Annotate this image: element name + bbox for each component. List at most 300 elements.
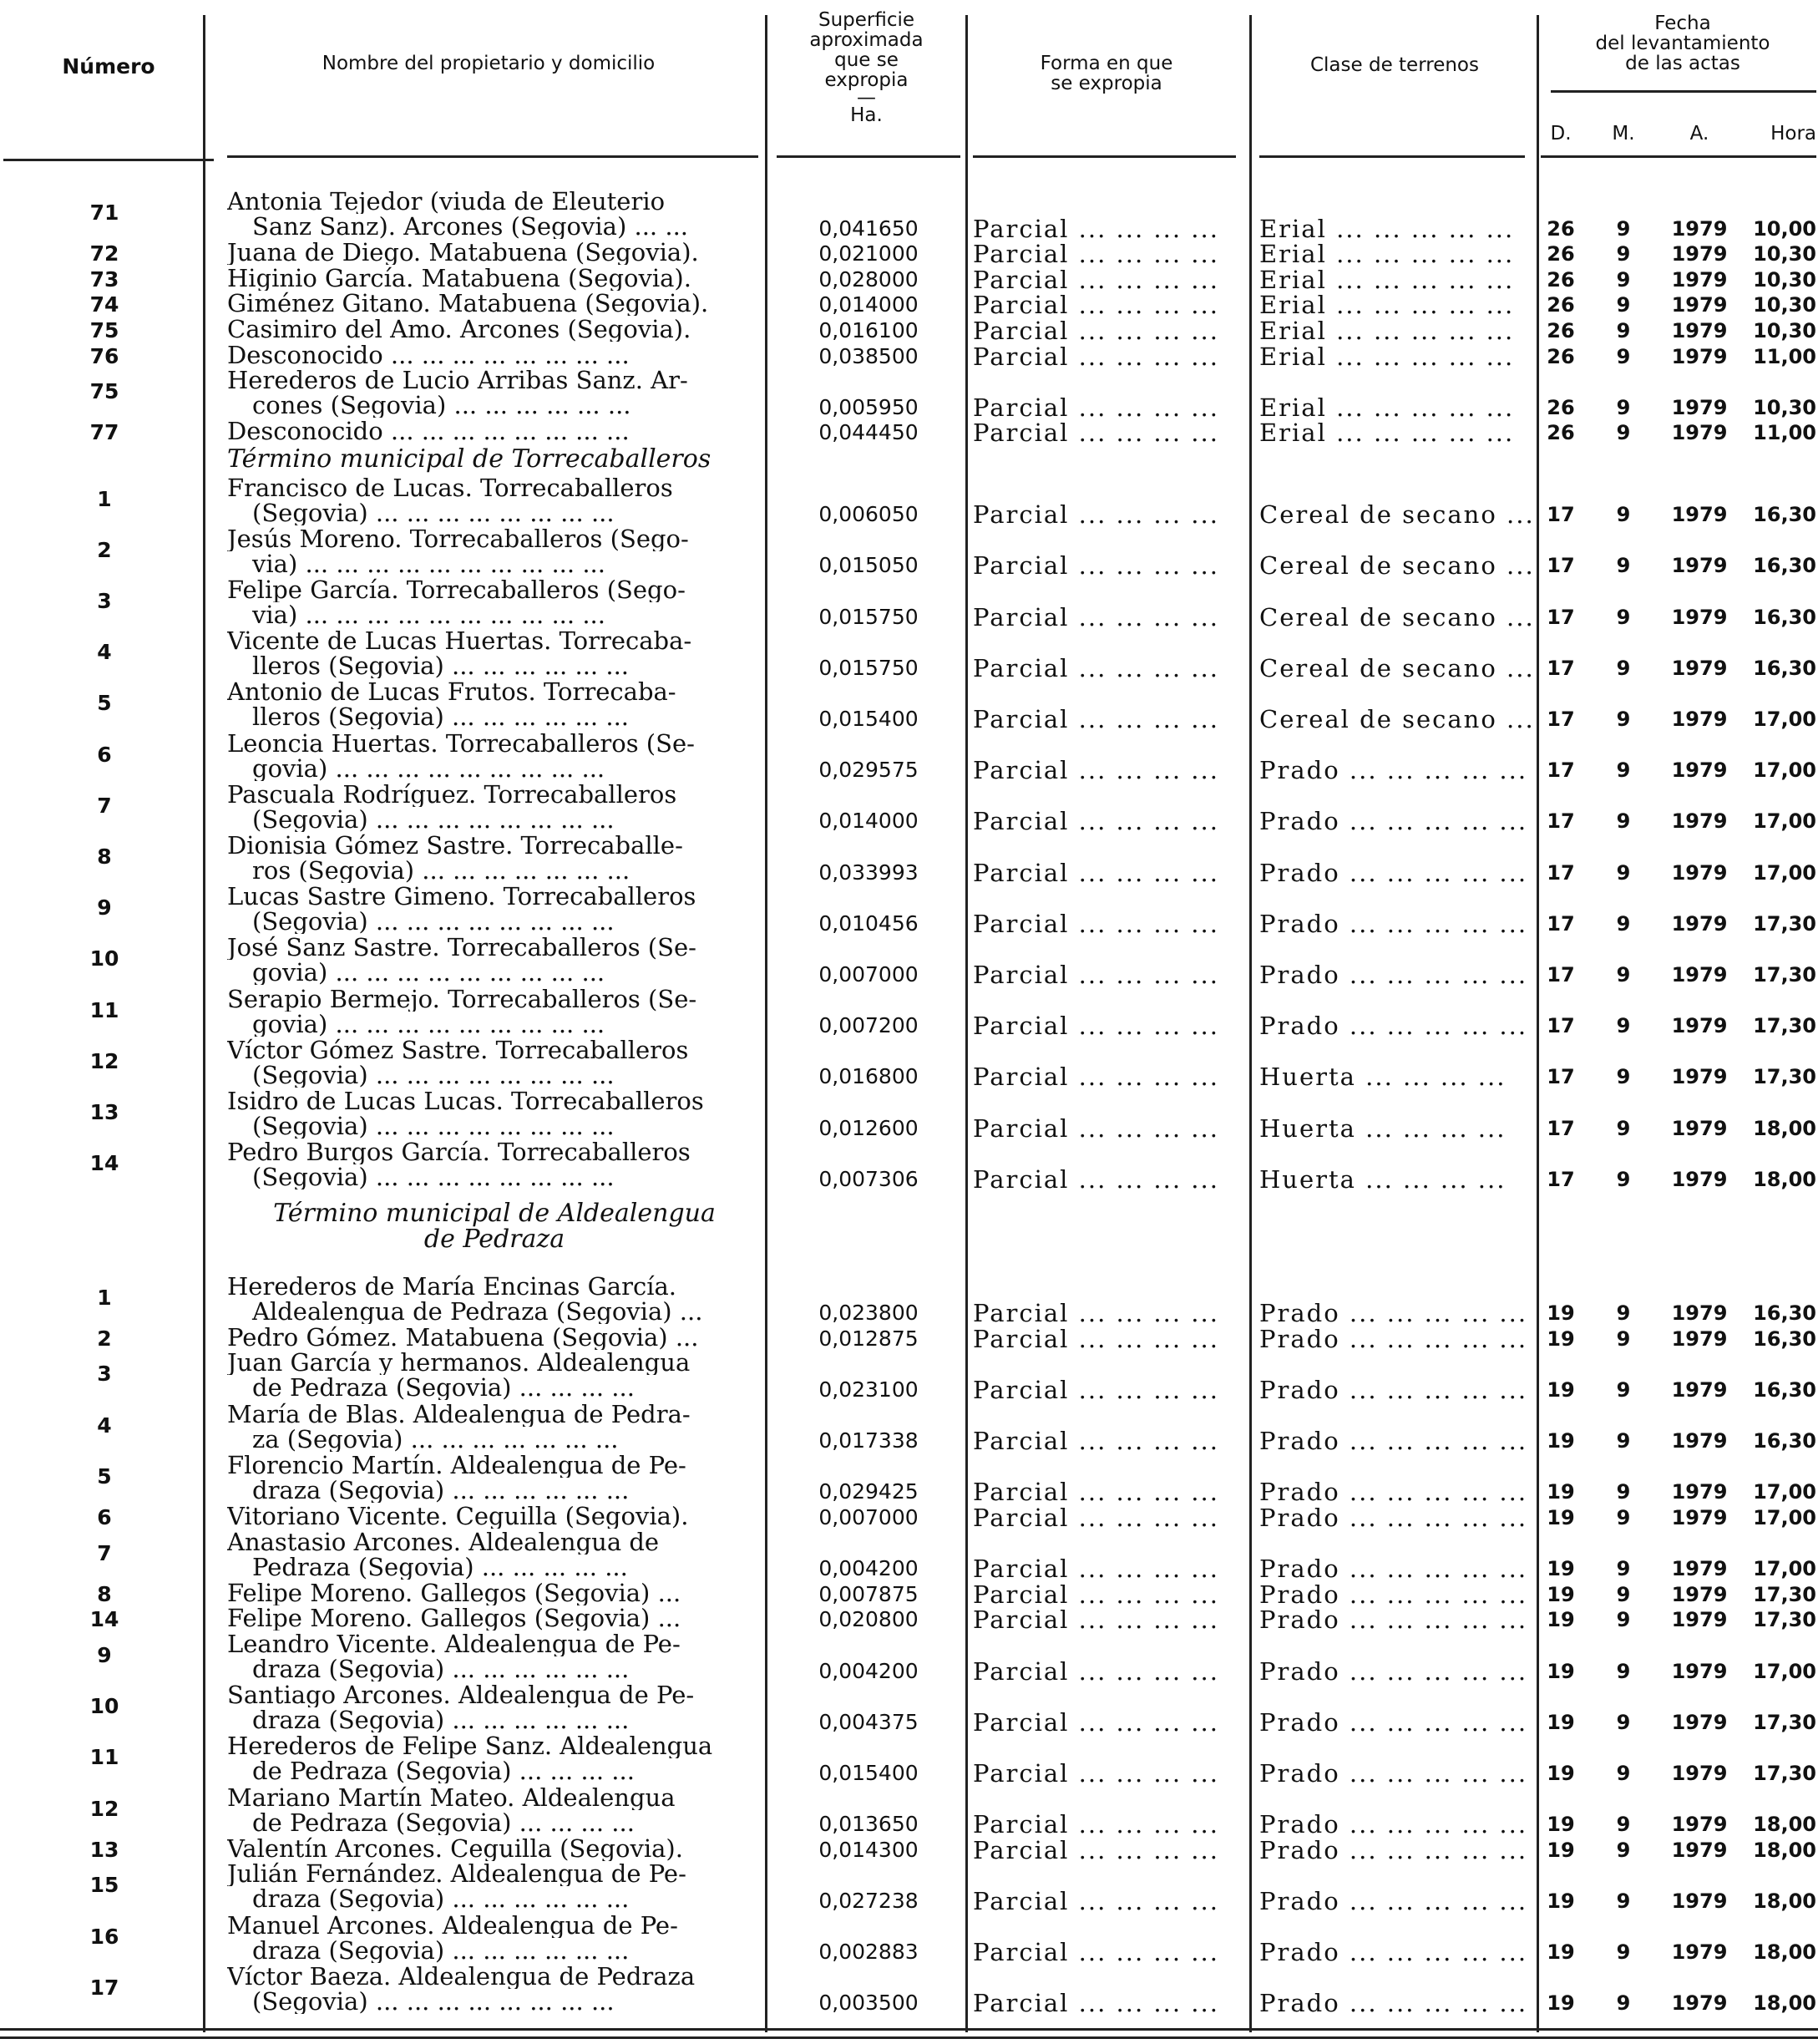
- owner-name: [227, 240, 753, 265]
- owner-name-line: cones (Segovia) ... ... ... ... ... ...: [252, 393, 631, 418]
- table-row: [0, 1631, 1818, 1686]
- owner-name: [227, 526, 753, 576]
- owner-name: [227, 577, 753, 627]
- section-title-line: Término municipal de Aldealengua: [273, 1199, 716, 1229]
- owner-name: [227, 475, 753, 525]
- fecha-dia: 19: [1547, 1659, 1575, 1683]
- table-row: [0, 1529, 1818, 1584]
- superficie-ha: 0,007306: [818, 1166, 919, 1191]
- row-number: 76: [89, 343, 119, 368]
- owner-name-line: Florencio Martín. Aldealengua de Pe-: [227, 1452, 686, 1478]
- clase-terreno: Prado ... ... ... ... ...: [1259, 1886, 1528, 1915]
- fecha-hora: 11,00: [1753, 344, 1816, 368]
- superficie-ha: 0,014300: [818, 1837, 919, 1862]
- superficie-ha: 0,006050: [818, 502, 919, 527]
- fecha-anio: 1979: [1671, 1557, 1728, 1581]
- forma-expropia: Parcial ... ... ... ...: [973, 858, 1219, 887]
- forma-expropia: Parcial ... ... ... ...: [973, 1605, 1219, 1635]
- fecha-hora: 18,00: [1753, 1940, 1816, 1965]
- header-forma: [977, 53, 1236, 94]
- fecha-mes: 9: [1616, 1326, 1631, 1351]
- fecha-hora: 18,00: [1753, 1991, 1816, 2016]
- fecha-hora: 10,30: [1753, 267, 1816, 292]
- fecha-dia: 17: [1547, 1014, 1575, 1038]
- table-row: [0, 368, 1818, 422]
- fecha-mes: 9: [1616, 1301, 1631, 1326]
- fecha-dia: 19: [1547, 1710, 1575, 1734]
- superficie-ha: 0,023800: [818, 1301, 919, 1326]
- superficie-ha: 0,017338: [818, 1428, 919, 1453]
- owner-name-line: Juana de Diego. Matabuena (Segovia).: [227, 240, 699, 266]
- owner-name-line: Desconocido ... ... ... ... ... ... ... ...: [227, 342, 630, 368]
- fecha-anio: 1979: [1671, 554, 1728, 578]
- table-row: [0, 1325, 1818, 1351]
- row-number: 10: [89, 946, 119, 971]
- fecha-mes: 9: [1616, 758, 1631, 783]
- forma-expropia: Parcial ... ... ... ...: [973, 602, 1219, 631]
- owner-name-line: Casimiro del Amo. Arcones (Segovia).: [227, 317, 691, 342]
- table-row: [0, 1504, 1818, 1532]
- owner-name: [227, 986, 753, 1037]
- superficie-ha: 0,041650: [818, 216, 919, 241]
- row-number: 10: [89, 1694, 119, 1719]
- owner-name-line: (Segovia) ... ... ... ... ... ... ... ...: [252, 1988, 615, 2014]
- row-number: 16: [89, 1924, 119, 1949]
- fecha-hora: 17,00: [1753, 758, 1816, 783]
- fecha-anio: 1979: [1671, 911, 1728, 936]
- superficie-ha: 0,012600: [818, 1115, 919, 1140]
- fecha-mes: 9: [1616, 1813, 1631, 1837]
- owner-name-line: (Segovia) ... ... ... ... ... ... ... ...: [252, 806, 615, 832]
- fecha-mes: 9: [1616, 1014, 1631, 1038]
- clase-terreno: Prado ... ... ... ... ...: [1259, 1938, 1528, 1967]
- owner-name: [227, 1836, 753, 1861]
- owner-name: [227, 782, 753, 832]
- superficie-ha: 0,021000: [818, 241, 919, 266]
- owner-name-line: María de Blas. Aldealengua de Pedra-: [227, 1401, 691, 1427]
- owner-name: [227, 1605, 753, 1631]
- fecha-hora: 17,30: [1753, 1761, 1816, 1785]
- fecha-mes: 9: [1616, 216, 1631, 241]
- fecha-hora: 16,30: [1753, 605, 1816, 629]
- table-row: [0, 525, 1818, 581]
- fecha-dia: 26: [1547, 267, 1575, 292]
- fecha-anio: 1979: [1671, 809, 1728, 834]
- superficie-ha: 0,007000: [818, 961, 919, 986]
- forma-expropia: Parcial ... ... ... ...: [973, 342, 1219, 371]
- fecha-hora: 10,30: [1753, 319, 1816, 342]
- forma-expropia: Parcial ... ... ... ...: [973, 1375, 1219, 1404]
- fecha-anio: 1979: [1671, 1065, 1728, 1089]
- forma-expropia: Parcial ... ... ... ...: [973, 1707, 1219, 1737]
- fecha-mes: 9: [1616, 1480, 1631, 1504]
- fecha-anio: 1979: [1671, 1301, 1728, 1326]
- clase-terreno: Prado ... ... ... ... ...: [1259, 807, 1528, 836]
- fecha-hora: 11,00: [1753, 421, 1816, 445]
- fecha-mes: 9: [1616, 1889, 1631, 1913]
- fecha-mes: 9: [1616, 1116, 1631, 1140]
- row-number: 9: [97, 895, 112, 921]
- fecha-dia: 19: [1547, 1813, 1575, 1837]
- fecha-dia: 19: [1547, 1480, 1575, 1504]
- fecha-anio: 1979: [1671, 503, 1728, 527]
- fecha-anio: 1979: [1671, 1889, 1728, 1913]
- fecha-mes: 9: [1616, 293, 1631, 317]
- section-title-line: de Pedraza: [423, 1225, 565, 1255]
- owner-name-line: za (Segovia) ... ... ... ... ... ... ...: [252, 1426, 619, 1452]
- owner-name-line: lleros (Segovia) ... ... ... ... ... ...: [252, 704, 630, 730]
- fecha-anio: 1979: [1671, 860, 1728, 885]
- row-number: 14: [89, 1607, 119, 1632]
- fecha-mes: 9: [1616, 1557, 1631, 1581]
- fecha-anio: 1979: [1671, 1838, 1728, 1862]
- superficie-ha: 0,029575: [818, 758, 919, 783]
- row-number: 7: [97, 793, 112, 818]
- table-row: [0, 474, 1818, 530]
- fecha-anio: 1979: [1671, 216, 1728, 241]
- superficie-ha: 0,003500: [818, 1991, 919, 2016]
- clase-terreno: Prado ... ... ... ... ...: [1259, 1810, 1528, 1839]
- fecha-dia: 19: [1547, 1940, 1575, 1965]
- owner-name-line: govia) ... ... ... ... ... ... ... ... ...: [252, 755, 605, 781]
- fecha-hora: 17,00: [1753, 1659, 1816, 1683]
- fecha-hora: 17,00: [1753, 809, 1816, 834]
- owner-name-line: Leoncia Huertas. Torrecaballeros (Se-: [227, 730, 695, 756]
- fecha-hora: 17,30: [1753, 911, 1816, 936]
- owner-name: [227, 1402, 753, 1452]
- superficie-ha: 0,007875: [818, 1581, 919, 1606]
- fecha-mes: 9: [1616, 809, 1631, 834]
- fecha-anio: 1979: [1671, 1940, 1728, 1965]
- clase-terreno: Cereal de secano ...: [1259, 602, 1535, 631]
- owner-name-line: ros (Segovia) ... ... ... ... ... ... ...: [252, 858, 630, 883]
- owner-name-line: Desconocido ... ... ... ... ... ... ... ...: [227, 418, 630, 444]
- clase-terreno: Erial ... ... ... ... ...: [1259, 265, 1515, 294]
- forma-expropia: Parcial ... ... ... ...: [973, 1810, 1219, 1839]
- forma-expropia: Parcial ... ... ... ...: [973, 1478, 1219, 1507]
- row-number: 4: [97, 640, 112, 665]
- clase-terreno: Prado ... ... ... ... ...: [1259, 1427, 1528, 1456]
- header-numero: Número: [62, 54, 155, 79]
- table-row: [0, 1605, 1818, 1635]
- header-fecha-m: M.: [1612, 123, 1635, 145]
- superficie-ha: 0,033993: [818, 860, 919, 885]
- fecha-hora: 17,00: [1753, 1480, 1816, 1504]
- superficie-ha: 0,027238: [818, 1888, 919, 1913]
- superficie-ha: 0,013650: [818, 1812, 919, 1837]
- owner-name: [227, 418, 753, 444]
- owner-name-line: Vicente de Lucas Huertas. Torrecaba-: [227, 628, 692, 654]
- clase-terreno: Prado ... ... ... ... ...: [1259, 1504, 1528, 1532]
- owner-name-line: (Segovia) ... ... ... ... ... ... ... ...: [252, 500, 615, 525]
- row-number: 5: [97, 691, 112, 716]
- fecha-dia: 19: [1547, 1506, 1575, 1529]
- row-number: 7: [97, 1540, 112, 1565]
- row-number: 9: [97, 1643, 112, 1667]
- owner-name-line: Manuel Arcones. Aldealengua de Pe-: [227, 1912, 678, 1938]
- owner-name: [227, 189, 753, 239]
- forma-expropia: Parcial ... ... ... ...: [973, 756, 1219, 785]
- fecha-mes: 9: [1616, 860, 1631, 885]
- table-row: [0, 1037, 1818, 1092]
- fecha-hora: 17,30: [1753, 1014, 1816, 1038]
- row-number: 8: [97, 1581, 112, 1606]
- header-superficie-line: aproximada: [809, 29, 924, 51]
- owner-name-line: draza (Segovia) ... ... ... ... ... ...: [252, 1937, 630, 1963]
- section-title-line: Término municipal de Torrecaballeros: [227, 444, 712, 474]
- superficie-ha: 0,015400: [818, 1760, 919, 1785]
- owner-name: [227, 731, 753, 781]
- fecha-hora: 16,30: [1753, 1377, 1816, 1402]
- table-row: [0, 730, 1818, 785]
- fecha-mes: 9: [1616, 656, 1631, 680]
- fecha-mes: 9: [1616, 267, 1631, 292]
- owner-name-line: Lucas Sastre Gimeno. Torrecaballeros: [227, 884, 696, 910]
- forma-expropia: Parcial ... ... ... ...: [973, 291, 1219, 320]
- header-rule-nombre: [227, 155, 758, 158]
- fecha-anio: 1979: [1671, 1167, 1728, 1191]
- row-number: 2: [97, 537, 112, 562]
- row-number: 75: [89, 379, 119, 404]
- table-row: [0, 189, 1818, 243]
- superficie-ha: 0,004375: [818, 1709, 919, 1734]
- owner-name: [227, 1274, 753, 1324]
- table-row: [0, 628, 1818, 682]
- superficie-ha: 0,004200: [818, 1556, 919, 1581]
- clase-terreno: Erial ... ... ... ... ...: [1259, 214, 1515, 243]
- fecha-anio: 1979: [1671, 319, 1728, 342]
- owner-name-line: José Sanz Sastre. Torrecaballeros (Se-: [227, 935, 696, 961]
- fecha-dia: 17: [1547, 503, 1575, 527]
- fecha-dia: 19: [1547, 1557, 1575, 1581]
- clase-terreno: Prado ... ... ... ... ...: [1259, 909, 1528, 938]
- row-number: 72: [89, 241, 119, 266]
- owner-name: [227, 1504, 753, 1529]
- row-number: 11: [89, 997, 119, 1022]
- fecha-anio: 1979: [1671, 707, 1728, 731]
- fecha-mes: 9: [1616, 1429, 1631, 1453]
- forma-expropia: Parcial ... ... ... ...: [973, 1555, 1219, 1584]
- table-row: [0, 266, 1818, 292]
- fecha-dia: 19: [1547, 1301, 1575, 1326]
- fecha-mes: 9: [1616, 605, 1631, 629]
- owner-name: [227, 291, 753, 316]
- owner-name-line: draza (Segovia) ... ... ... ... ... ...: [252, 1477, 630, 1503]
- owner-name-line: govia) ... ... ... ... ... ... ... ... ...: [252, 1011, 605, 1037]
- fecha-dia: 17: [1547, 911, 1575, 936]
- fecha-mes: 9: [1616, 1582, 1631, 1606]
- fecha-dia: 26: [1547, 216, 1575, 241]
- owner-name-line: Serapio Bermejo. Torrecaballeros (Se-: [227, 986, 697, 1012]
- header-forma-line: Forma en que: [1040, 53, 1173, 74]
- fecha-hora: 17,30: [1753, 1710, 1816, 1734]
- clase-terreno: Prado ... ... ... ... ...: [1259, 1989, 1528, 2018]
- superficie-ha: 0,012875: [818, 1326, 919, 1351]
- fecha-hora: 16,30: [1753, 1429, 1816, 1453]
- clase-terreno: Prado ... ... ... ... ...: [1259, 960, 1528, 989]
- table-row: [0, 317, 1818, 345]
- owner-name: [227, 1580, 753, 1605]
- fecha-anio: 1979: [1671, 1326, 1728, 1351]
- fecha-mes: 9: [1616, 1065, 1631, 1089]
- row-number: 6: [97, 742, 112, 767]
- clase-terreno: Erial ... ... ... ... ...: [1259, 342, 1515, 371]
- fecha-mes: 9: [1616, 421, 1631, 445]
- table-row: [0, 1912, 1818, 1967]
- fecha-anio: 1979: [1671, 1761, 1728, 1785]
- table-row: [0, 781, 1818, 836]
- owner-name-line: Aldealengua de Pedraza (Segovia) ...: [252, 1298, 703, 1324]
- fecha-dia: 19: [1547, 1582, 1575, 1606]
- owner-name: [227, 1682, 753, 1732]
- row-number: 3: [97, 1362, 112, 1387]
- fecha-hora: 17,00: [1753, 860, 1816, 885]
- clase-terreno: Cereal de secano ...: [1259, 500, 1535, 530]
- forma-expropia: Parcial ... ... ... ...: [973, 909, 1219, 938]
- owner-name-line: Juan García y hermanos. Aldealengua: [227, 1350, 691, 1376]
- fecha-hora: 18,00: [1753, 1838, 1816, 1862]
- fecha-dia: 19: [1547, 1326, 1575, 1351]
- fecha-hora: 16,30: [1753, 503, 1816, 527]
- superficie-ha: 0,002883: [818, 1940, 919, 1965]
- superficie-ha: 0,015750: [818, 655, 919, 680]
- owner-name-line: Valentín Arcones. Ceguilla (Segovia).: [227, 1835, 683, 1861]
- forma-expropia: Parcial ... ... ... ...: [973, 500, 1219, 530]
- header-clase: Clase de terrenos: [1309, 54, 1479, 76]
- fecha-hora: 18,00: [1753, 1889, 1816, 1913]
- fecha-dia: 17: [1547, 707, 1575, 731]
- fecha-mes: 9: [1616, 1940, 1631, 1965]
- header-superficie-line: Superficie: [818, 9, 915, 31]
- row-number: 1: [97, 486, 112, 511]
- owner-name: [227, 1631, 753, 1681]
- fecha-anio: 1979: [1671, 1710, 1728, 1734]
- owner-name-line: Julián Fernández. Aldealengua de Pe-: [227, 1861, 686, 1887]
- clase-terreno: Cereal de secano ...: [1259, 704, 1535, 733]
- fecha-mes: 9: [1616, 1710, 1631, 1734]
- clase-terreno: Huerta ... ... ... ...: [1259, 1063, 1507, 1092]
- fecha-hora: 18,00: [1753, 1116, 1816, 1140]
- table-row: [0, 577, 1818, 631]
- table-row: [0, 342, 1818, 371]
- table-row: [0, 833, 1818, 887]
- fecha-dia: 26: [1547, 344, 1575, 368]
- fecha-dia: 17: [1547, 809, 1575, 834]
- owner-name-line: Felipe Moreno. Gallegos (Segovia) ...: [227, 1605, 681, 1631]
- owner-name-line: Isidro de Lucas Lucas. Torrecaballeros: [227, 1088, 704, 1113]
- forma-expropia: Parcial ... ... ... ...: [973, 551, 1219, 581]
- owner-name: [227, 317, 753, 342]
- owner-name-line: (Segovia) ... ... ... ... ... ... ... ...: [252, 1062, 615, 1088]
- owner-name-line: de Pedraza (Segovia) ... ... ... ...: [252, 1758, 635, 1784]
- fecha-anio: 1979: [1671, 242, 1728, 266]
- forma-expropia: Parcial ... ... ... ...: [973, 1427, 1219, 1456]
- owner-name: [227, 833, 753, 883]
- table-row: [0, 1452, 1818, 1507]
- owner-name: [227, 1088, 753, 1139]
- owner-name: [227, 1733, 753, 1783]
- fecha-mes: 9: [1616, 707, 1631, 731]
- fecha-hora: 17,30: [1753, 1065, 1816, 1089]
- owner-name: [227, 1453, 753, 1503]
- owner-name-line: de Pedraza (Segovia) ... ... ... ...: [252, 1809, 635, 1835]
- owner-name-line: Pedro Gómez. Matabuena (Segovia) ...: [227, 1324, 699, 1350]
- fecha-dia: 19: [1547, 1608, 1575, 1632]
- owner-name: [227, 266, 753, 291]
- owner-name-line: govia) ... ... ... ... ... ... ... ... ...: [252, 960, 605, 986]
- row-number: 73: [89, 266, 119, 292]
- owner-name: [227, 368, 753, 418]
- superficie-ha: 0,023100: [818, 1377, 919, 1402]
- clase-terreno: Cereal de secano ...: [1259, 653, 1535, 682]
- table-row: [0, 884, 1818, 938]
- fecha-mes: 9: [1616, 911, 1631, 936]
- superficie-ha: 0,007000: [818, 1505, 919, 1529]
- fecha-dia: 17: [1547, 962, 1575, 986]
- owner-name-line: Felipe Moreno. Gallegos (Segovia) ...: [227, 1580, 681, 1605]
- owner-name-line: Jesús Moreno. Torrecaballeros (Sego-: [227, 525, 689, 551]
- fecha-anio: 1979: [1671, 1014, 1728, 1038]
- owner-name-line: Víctor Baeza. Aldealengua de Pedraza: [227, 1963, 696, 1989]
- owner-name: [227, 1964, 753, 2014]
- fecha-dia: 26: [1547, 421, 1575, 445]
- row-number: 5: [97, 1463, 112, 1489]
- clase-terreno: Cereal de secano ...: [1259, 551, 1535, 581]
- owner-name-line: Higinio García. Matabuena (Segovia).: [227, 265, 691, 291]
- forma-expropia: Parcial ... ... ... ...: [973, 1504, 1219, 1532]
- fecha-dia: 19: [1547, 1377, 1575, 1402]
- table-row: [0, 1350, 1818, 1404]
- fecha-hora: 16,30: [1753, 656, 1816, 680]
- clase-terreno: Erial ... ... ... ... ...: [1259, 240, 1515, 269]
- header-fecha-a: A.: [1689, 123, 1709, 145]
- owner-name-line: (Segovia) ... ... ... ... ... ... ... ...: [252, 909, 615, 935]
- clase-terreno: Erial ... ... ... ... ...: [1259, 291, 1515, 320]
- forma-expropia: Parcial ... ... ... ...: [973, 317, 1219, 345]
- table-row: [0, 1963, 1818, 2018]
- clase-terreno: Prado ... ... ... ... ...: [1259, 1375, 1528, 1404]
- row-number: 13: [89, 1837, 119, 1862]
- forma-expropia: Parcial ... ... ... ...: [973, 240, 1219, 269]
- bottom-rule: [0, 2036, 1818, 2039]
- forma-expropia: Parcial ... ... ... ...: [973, 418, 1219, 448]
- superficie-ha: 0,014000: [818, 809, 919, 834]
- fecha-anio: 1979: [1671, 1377, 1728, 1402]
- clase-terreno: Prado ... ... ... ... ...: [1259, 1707, 1528, 1737]
- fecha-dia: 17: [1547, 656, 1575, 680]
- fecha-hora: 18,00: [1753, 1167, 1816, 1191]
- fecha-hora: 10,30: [1753, 242, 1816, 266]
- owner-name-line: Pedro Burgos García. Torrecaballeros: [227, 1139, 691, 1165]
- header-nombre: Nombre del propietario y domicilio: [322, 53, 656, 74]
- owner-name: [227, 1529, 753, 1580]
- header-rule-clase: [1259, 155, 1525, 158]
- fecha-hora: 17,30: [1753, 962, 1816, 986]
- owner-name-line: Herederos de María Encinas García.: [227, 1273, 676, 1299]
- owner-name-line: draza (Segovia) ... ... ... ... ... ...: [252, 1707, 630, 1733]
- fecha-anio: 1979: [1671, 395, 1728, 419]
- superficie-ha: 0,007200: [818, 1013, 919, 1038]
- row-number: 12: [89, 1796, 119, 1821]
- fecha-anio: 1979: [1671, 1116, 1728, 1140]
- fecha-dia: 26: [1547, 319, 1575, 342]
- forma-expropia: Parcial ... ... ... ...: [973, 1164, 1219, 1194]
- clase-terreno: Erial ... ... ... ... ...: [1259, 317, 1515, 345]
- header-fecha-line: Fecha: [1654, 13, 1711, 34]
- row-number: 1: [97, 1285, 112, 1310]
- row-number: 77: [89, 420, 119, 445]
- fecha-dia: 17: [1547, 554, 1575, 578]
